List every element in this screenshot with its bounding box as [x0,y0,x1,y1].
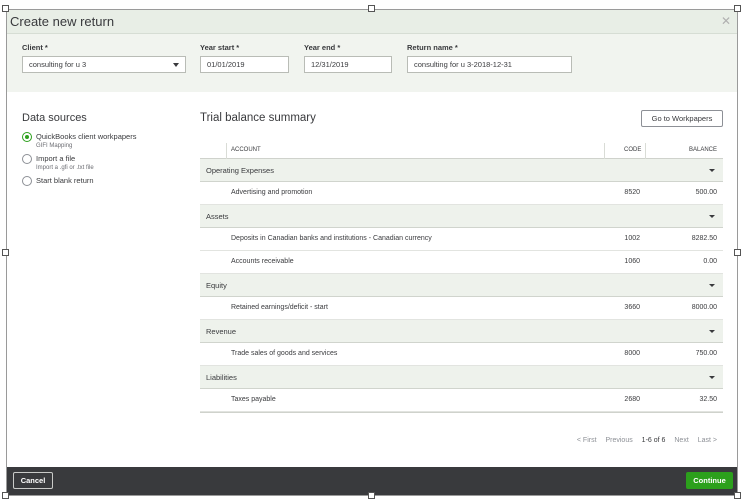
dialog-titlebar [7,10,737,34]
chevron-down-icon[interactable] [709,284,715,287]
column-header-account[interactable]: ACCOUNT [231,147,261,153]
resize-handle-bottom-center[interactable] [368,492,375,499]
cancel-button[interactable]: Cancel [13,472,53,489]
client-select-value: consulting for u 3 [29,60,87,69]
resize-handle-middle-right[interactable] [734,249,741,256]
pager-next-link[interactable]: Next [674,437,689,444]
radio-unchecked-icon[interactable] [22,154,32,164]
account-code: 1002 [624,235,640,242]
table-row [200,389,723,412]
resize-handle-bottom-right[interactable] [734,492,741,499]
source-option-label: QuickBooks client workpapers [36,132,137,141]
group-name: Liabilities [206,373,237,382]
year-start-label: Year start * [200,43,240,52]
resize-handle-bottom-left[interactable] [2,492,9,499]
year-end-value: 12/31/2019 [311,60,349,69]
chevron-down-icon[interactable] [709,330,715,333]
table-row [200,297,723,320]
group-row-revenue[interactable] [200,320,723,343]
year-start-input[interactable] [200,56,289,73]
trial-balance-table [200,143,723,414]
source-option-import[interactable] [22,154,192,171]
source-option-blank[interactable] [22,176,192,187]
group-row-equity[interactable] [200,274,723,297]
resize-handle-top-right[interactable] [734,5,741,12]
radio-unchecked-icon[interactable] [22,176,32,186]
chevron-down-icon[interactable] [709,215,715,218]
create-return-dialog [6,9,738,496]
year-start-field [200,43,289,73]
year-start-value: 01/01/2019 [207,60,245,69]
radio-checked-icon[interactable] [22,132,32,142]
go-to-workpapers-button[interactable]: Go to Workpapers [641,110,723,127]
chevron-down-icon[interactable] [709,169,715,172]
group-row-operating-expenses[interactable] [200,159,723,182]
account-balance: 8000.00 [691,304,717,311]
continue-button[interactable]: Continue [686,472,733,489]
dialog-footer [7,467,737,495]
pagination [570,437,717,444]
account-code: 3660 [624,304,640,311]
client-select[interactable] [22,56,186,73]
table-row [200,343,723,366]
resize-handle-middle-left[interactable] [2,249,9,256]
return-details-form [7,34,737,92]
account-name: Retained earnings/deficit - start [231,304,328,311]
pager-last-link[interactable]: Last > [697,437,717,444]
return-name-field [407,43,572,73]
account-code: 1060 [624,258,640,265]
account-code: 8000 [624,350,640,357]
return-name-value: consulting for u 3-2018-12-31 [414,60,512,69]
column-header-code[interactable]: CODE [624,147,642,153]
group-name: Revenue [206,327,237,336]
column-header-balance[interactable]: BALANCE [688,147,717,153]
account-balance: 8282.50 [691,235,717,242]
table-bottom-border [200,412,723,414]
client-label: Client * [22,43,48,52]
account-name: Trade sales of goods and services [231,350,338,357]
year-end-label: Year end * [304,43,341,52]
account-name: Taxes payable [231,396,276,403]
column-divider [604,143,605,159]
data-sources-panel [22,112,192,192]
resize-handle-top-left[interactable] [2,5,9,12]
account-balance: 0.00 [703,258,717,265]
source-option-sublabel: GIFI Mapping [36,143,73,149]
client-field [22,43,186,73]
source-option-label: Import a file [36,154,76,163]
account-balance: 500.00 [695,189,717,196]
pager-first-link[interactable]: < First [576,437,597,444]
account-code: 8520 [624,189,640,196]
table-header [200,143,723,159]
year-end-field [304,43,392,73]
close-icon[interactable]: ✕ [720,14,731,28]
account-balance: 32.50 [699,396,717,403]
group-row-assets[interactable] [200,205,723,228]
data-sources-heading: Data sources [22,112,87,124]
year-end-input[interactable] [304,56,392,73]
table-row [200,182,723,205]
return-name-label: Return name * [407,43,458,52]
dialog-title: Create new return [10,14,115,29]
source-option-label: Start blank return [36,176,94,185]
return-name-input[interactable] [407,56,572,73]
table-row [200,228,723,251]
group-name: Equity [206,281,227,290]
resize-handle-top-center[interactable] [368,5,375,12]
group-row-liabilities[interactable] [200,366,723,389]
pager-range: 1-6 of 6 [641,437,666,444]
account-code: 2680 [624,396,640,403]
trial-balance-heading: Trial balance summary [200,112,316,124]
table-row [200,251,723,274]
account-name: Accounts receivable [231,258,294,265]
chevron-down-icon[interactable] [709,376,715,379]
account-name: Advertising and promotion [231,189,313,196]
account-balance: 750.00 [695,350,717,357]
source-option-sublabel: Import a .gfi or .txt file [36,165,94,171]
source-option-quickbooks[interactable] [22,132,192,149]
column-divider [226,143,227,159]
pager-previous-link[interactable]: Previous [605,437,633,444]
column-divider [645,143,646,159]
group-name: Assets [206,212,229,221]
chevron-down-icon [173,63,179,67]
group-name: Operating Expenses [206,166,274,175]
account-name: Deposits in Canadian banks and institutions - Canadian currency [231,235,432,242]
